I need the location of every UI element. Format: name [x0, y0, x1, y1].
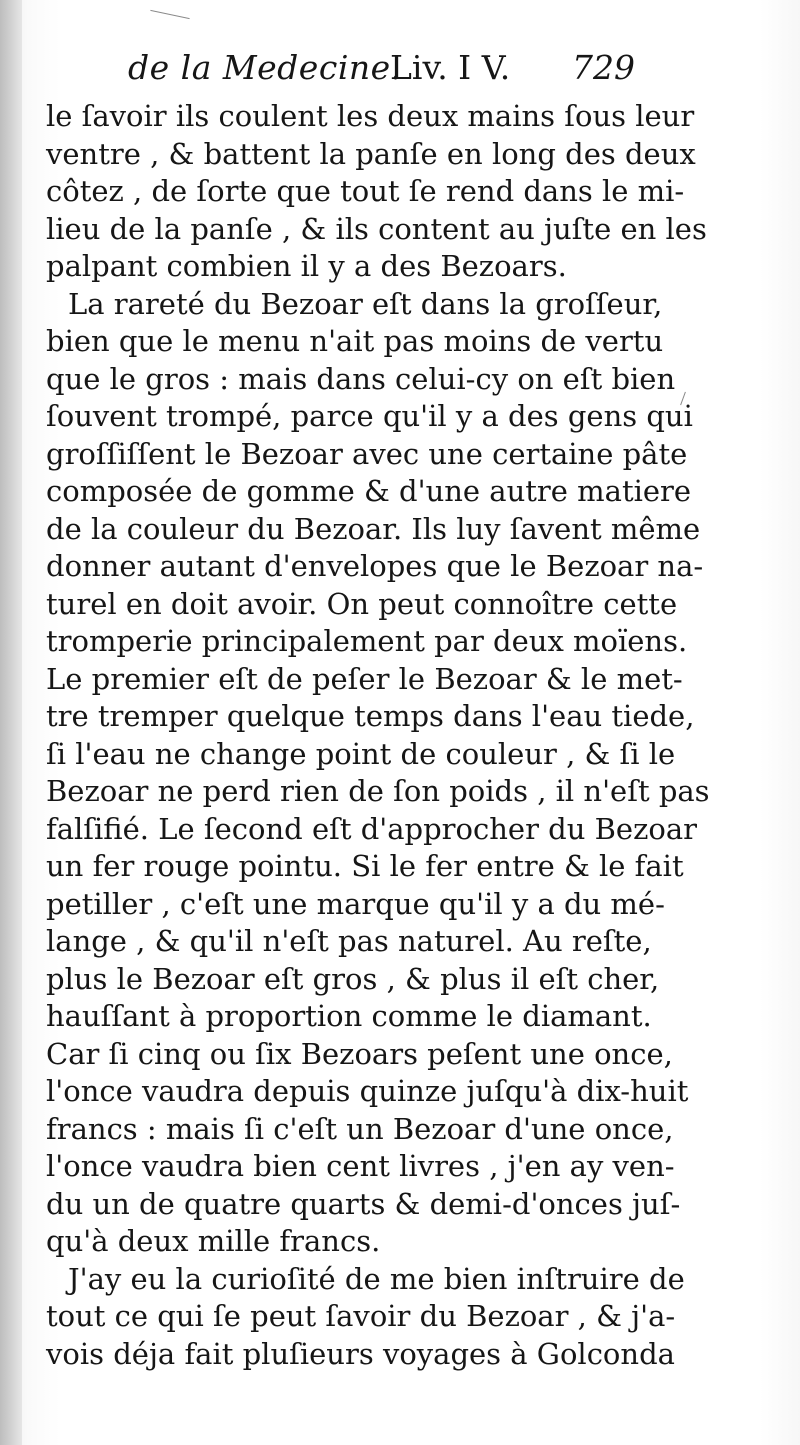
text-line: J'ay eu la curioſité de me bien inſtruire de: [68, 1261, 685, 1296]
text-line: ſi l'eau ne change point de couleur , & ſi le: [46, 736, 676, 771]
text-line: côtez , de ſorte que tout ſe rend dans le mi-: [46, 174, 685, 208]
text-line: composée de gomme & d'une autre matiere: [46, 474, 692, 508]
text-line: qu'à deux mille francs.: [46, 1224, 381, 1258]
text-line: falſifié. Le ſecond eſt d'approcher du Bezoar: [46, 811, 697, 846]
text-line: La rareté du Bezoar eſt dans la groſſeur,: [68, 286, 663, 321]
text-line: groſſiſſent le Bezoar avec une certaine pâte: [46, 436, 688, 471]
text-line: Le premier eſt de peſer le Bezoar & le met-: [46, 661, 683, 696]
text-line: francs : mais ſi c'eſt un Bezoar d'une once,: [46, 1111, 674, 1146]
text-line: un fer rouge pointu. Si le fer entre & le fait: [46, 849, 684, 883]
text-line: palpant combien il y a des Bezoars.: [46, 249, 567, 283]
text-line: plus le Bezoar eſt gros , & plus il eſt cher,: [46, 961, 660, 996]
text-line: turel en doit avoir. On peut connoître cette: [46, 586, 678, 621]
text-line: donner autant d'envelopes que le Bezoar na-: [46, 549, 704, 583]
text-line: vois déja fait pluſieurs voyages à Golconda: [46, 1336, 675, 1371]
paper-scratch-mark: [150, 10, 189, 19]
text-line: Bezoar ne perd rien de ſon poids , il n'eſt pas: [46, 774, 710, 808]
text-line: que le gros : mais dans celui-cy on eſt bien: [46, 361, 676, 396]
text-line: Car ſi cinq ou ſix Bezoars peſent une once,: [46, 1036, 673, 1071]
page-number: 729: [572, 48, 635, 87]
text-line: bien que le menu n'ait pas moins de vertu: [46, 324, 664, 358]
text-line: petiller , c'eſt une marque qu'il y a du mé-: [46, 886, 665, 921]
text-line: de la couleur du Bezoar. Ils luy ſavent même: [46, 511, 701, 546]
text-line: lieu de la panſe , & ils content au juſte en les: [46, 211, 707, 246]
body-text: [46, 98, 710, 1373]
text-line: tromperie principalement par deux moïens.: [46, 624, 688, 658]
text-line: lange , & qu'il n'eſt pas naturel. Au reſte,: [46, 924, 652, 958]
text-line: le ſavoir ils coulent les deux mains ſous leur: [46, 99, 695, 133]
text-line: ventre , & battent la panſe en long des deux: [46, 136, 696, 171]
text-line: l'once vaudra bien cent livres , j'en ay ven-: [46, 1149, 675, 1183]
running-header: [110, 48, 670, 94]
text-line: ſouvent trompé, parce qu'il y a des gens qui: [46, 399, 693, 433]
text-line: l'once vaudra depuis quinze juſqu'à dix-huit: [46, 1074, 689, 1108]
text-line: hauſſant à proportion comme le diamant.: [46, 999, 652, 1033]
page-gutter-shadow: [0, 0, 22, 1445]
text-line: tre tremper quelque temps dans l'eau tiede,: [46, 699, 695, 733]
running-title: de la Medecine.: [128, 48, 402, 87]
book-number: Liv. I V.: [390, 48, 511, 87]
text-line: tout ce qui ſe peut ſavoir du Bezoar , & j'a-: [46, 1299, 676, 1333]
text-line: du un de quatre quarts & demi-d'onces juſ-: [46, 1186, 681, 1221]
